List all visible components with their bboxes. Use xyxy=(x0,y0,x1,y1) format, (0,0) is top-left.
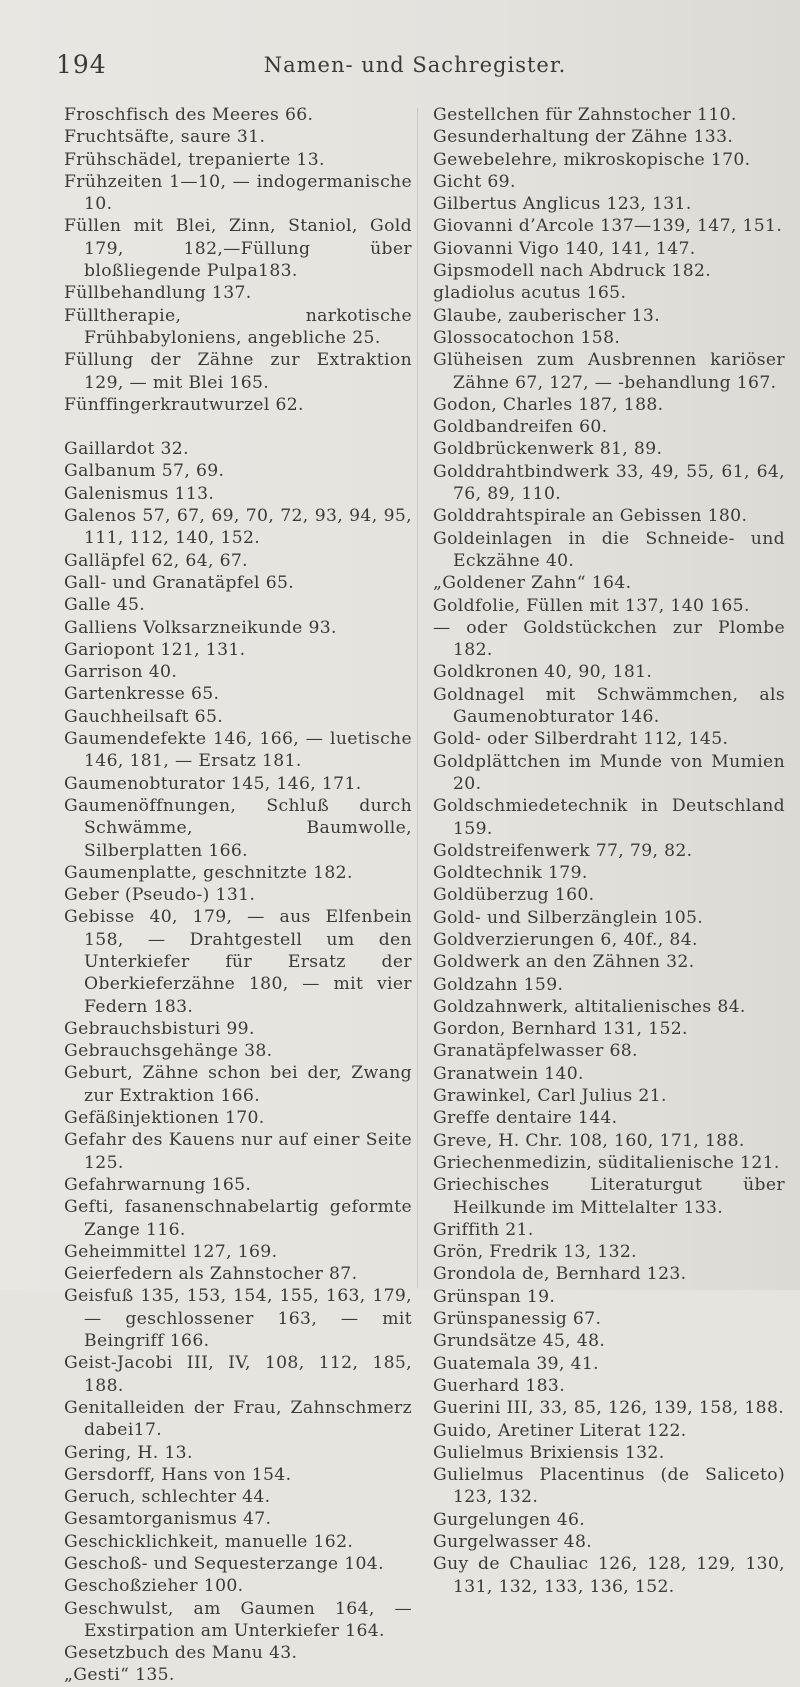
index-entry: Gersdorff, Hans von 154. xyxy=(64,1464,292,1485)
index-entry: Gefahr des Kauens nur auf einer Seite 125. xyxy=(64,1130,412,1173)
index-entry: Granatwein 140. xyxy=(433,1063,584,1084)
index-entry: Garrison 40. xyxy=(64,662,178,683)
index-entry: Galle 45. xyxy=(64,595,146,616)
index-entry: Granatäpfelwasser 68. xyxy=(433,1041,638,1062)
index-entry: Genitalleiden der Frau, Zahnschmerz dabei17. xyxy=(64,1397,412,1441)
index-entry: Geschicklichkeit, manuelle 162. xyxy=(64,1531,354,1552)
index-entry: Goldtechnik 179. xyxy=(433,863,588,884)
index-entry: Gaillardot 32. xyxy=(64,439,189,460)
index-entry: Gilbertus Anglicus 123, 131. xyxy=(433,194,692,215)
index-entry: Galläpfel 62, 64, 67. xyxy=(64,550,248,571)
index-entry: Golddrahtspirale an Gebissen 180. xyxy=(433,506,748,527)
index-entry: Goldfolie, Füllen mit 137, 140 165. xyxy=(433,595,750,616)
index-entry: Grünspanessig 67. xyxy=(433,1309,602,1330)
index-entry: Gauchheilsaft 65. xyxy=(64,706,224,727)
index-entry: Gicht 69. xyxy=(433,171,516,192)
index-entry: Geist-Jacobi III, IV, 108, 112, 185, 188. xyxy=(64,1353,412,1396)
index-entry: Grünspan 19. xyxy=(433,1286,556,1307)
index-entry: Guatemala 39, 41. xyxy=(433,1353,599,1374)
page-number: 194 xyxy=(56,50,107,79)
index-entry: Gebrauchsbisturi 99. xyxy=(64,1018,255,1039)
index-entry: Füllung der Zähne zur Extraktion 129, — mit Blei 165. xyxy=(64,350,412,393)
index-entry: Fünffingerkrautwurzel 62. xyxy=(64,394,304,415)
index-entry: Gaumenplatte, geschnitzte 182. xyxy=(64,862,353,883)
index-entry: Geschwulst, am Gaumen 164, — Exstirpation am Unterkiefer 164. xyxy=(64,1598,412,1641)
index-entry: Gaumendefekte 146, 166, — luetische 146, 181, — Ersatz 181. xyxy=(64,729,412,772)
index-entry: Gipsmodell nach Abdruck 182. xyxy=(433,261,712,282)
index-entry: Greve, H. Chr. 108, 160, 171, 188. xyxy=(433,1130,745,1151)
index-entry: Gulielmus Brixiensis 132. xyxy=(433,1442,665,1463)
index-entry: Gurgelungen 46. xyxy=(433,1509,586,1530)
index-entry: Gold- und Silberzänglein 105. xyxy=(433,907,704,928)
index-entry: Galenos 57, 67, 69, 70, 72, 93, 94, 95, 111, 112, 140, 152. xyxy=(64,506,412,549)
index-entry: Gall- und Granatäpfel 65. xyxy=(64,572,295,593)
index-entry: Gartenkresse 65. xyxy=(64,684,220,705)
index-entry: Froschfisch des Meeres 66. xyxy=(64,105,314,125)
index-entry: Goldkronen 40, 90, 181. xyxy=(433,662,653,683)
index-entry: Grawinkel, Carl Julius 21. xyxy=(433,1086,667,1107)
index-entry: Gebisse 40, 179, — aus Elfenbein 158, — Drahtgestell um den Unterkiefer für Ersatz der Oberkieferzähne 180, — mit vier Federn 183. xyxy=(64,907,412,1017)
index-entry: Gestellchen für Zahnstocher 110. xyxy=(433,105,737,125)
index-entry: Goldüberzug 160. xyxy=(433,885,595,906)
index-entry: Gordon, Bernhard 131, 152. xyxy=(433,1019,688,1040)
index-entry: Goldbrückenwerk 81, 89. xyxy=(433,439,663,460)
index-entry: Goldverzierungen 6, 40f., 84. xyxy=(433,929,698,950)
index-entry: Glüheisen zum Ausbrennen kariöser Zähne 67, 127, — -behandlung 167. xyxy=(433,350,785,393)
index-entry: Golddrahtbindwerk 33, 49, 55, 61, 64, 76, 89, 110. xyxy=(433,461,785,505)
index-entry: Griechenmedizin, süditalienische 121. xyxy=(433,1152,780,1173)
index-column-right xyxy=(433,104,785,1598)
index-entry: Geheimmittel 127, 169. xyxy=(64,1241,278,1262)
index-entry: Gewebelehre, mikroskopische 170. xyxy=(433,149,751,170)
index-entry: Grundsätze 45, 48. xyxy=(433,1331,606,1352)
index-entry: Guerhard 183. xyxy=(433,1375,566,1396)
index-entry: Fruchtsäfte, saure 31. xyxy=(64,127,266,148)
index-entry: — oder Goldstückchen zur Plombe 182. xyxy=(433,617,785,661)
column-divider xyxy=(417,108,418,1288)
index-entry: Fülltherapie, narkotische Frühbabyloniens, angebliche 25. xyxy=(64,305,412,348)
index-entry: Goldstreifenwerk 77, 79, 82. xyxy=(433,840,693,861)
index-entry: Galenismus 113. xyxy=(64,483,215,504)
index-entry: Goldeinlagen in die Schneide- und Eckzähne 40. xyxy=(433,528,785,571)
index-entry: Grondola de, Bernhard 123. xyxy=(433,1264,687,1285)
index-entry: Gaumenobturator 145, 146, 171. xyxy=(64,773,362,794)
index-entry: Goldzahn 159. xyxy=(433,974,564,995)
index-entry: Goldschmiedetechnik in Deutschland 159. xyxy=(433,796,785,839)
index-entry: Gesunderhaltung der Zähne 133. xyxy=(433,127,734,148)
index-entry: Griechisches Literaturgut über Heilkunde im Mittelalter 133. xyxy=(433,1175,785,1218)
index-entry: Gering, H. 13. xyxy=(64,1442,193,1463)
index-entry: Geschoßzieher 100. xyxy=(64,1576,244,1597)
index-entry: Giovanni d’Arcole 137—139, 147, 151. xyxy=(433,216,783,237)
index-entry: Geber (Pseudo-) 131. xyxy=(64,885,256,906)
index-entry: Geierfedern als Zahnstocher 87. xyxy=(64,1264,358,1285)
index-entry: Geburt, Zähne schon bei der, Zwang zur Extraktion 166. xyxy=(64,1063,412,1106)
index-entry: Guerini III, 33, 85, 126, 139, 158, 188. xyxy=(433,1398,785,1419)
index-entry: gladiolus acutus 165. xyxy=(433,283,627,304)
index-entry: Gebrauchsgehänge 38. xyxy=(64,1041,273,1062)
index-entry: Giovanni Vigo 140, 141, 147. xyxy=(433,238,696,259)
index-entry: Grön, Fredrik 13, 132. xyxy=(433,1242,637,1263)
index-entry: Goldnagel mit Schwämmchen, als Gaumenobturator 146. xyxy=(433,684,785,728)
index-entry: Glaube, zauberischer 13. xyxy=(433,305,661,326)
index-entry: Geruch, schlechter 44. xyxy=(64,1487,271,1508)
index-entry: Gefahrwarnung 165. xyxy=(64,1174,252,1195)
index-entry: Goldbandreifen 60. xyxy=(433,417,608,438)
index-entry: „Goldener Zahn“ 164. xyxy=(433,573,632,594)
index-entry: Gariopont 121, 131. xyxy=(64,639,246,660)
index-entry: Galliens Volksarzneikunde 93. xyxy=(64,617,337,638)
index-entry: Goldzahnwerk, altitalienisches 84. xyxy=(433,996,746,1017)
index-entry: Füllbehandlung 137. xyxy=(64,283,252,304)
index-entry: Gaumenöffnungen, Schluß durch Schwämme, Baumwolle, Silberplatten 166. xyxy=(64,795,412,861)
index-column-left xyxy=(64,104,412,1687)
index-entry: Goldwerk an den Zähnen 32. xyxy=(433,952,695,973)
index-entry: Guido, Aretiner Literat 122. xyxy=(433,1420,687,1441)
index-entry: Füllen mit Blei, Zinn, Staniol, Gold 179, 182,—Füllung über bloßliegende Pulpa183. xyxy=(64,216,412,282)
index-entry: Galbanum 57, 69. xyxy=(64,461,225,482)
index-entry: Gesetzbuch des Manu 43. xyxy=(64,1643,298,1664)
index-entry: „Gesti“ 135. xyxy=(64,1665,175,1686)
index-entry: Godon, Charles 187, 188. xyxy=(433,394,664,415)
index-entry: Greffe dentaire 144. xyxy=(433,1108,618,1129)
index-entry: Goldplättchen im Munde von Mumien 20. xyxy=(433,751,785,794)
index-entry: Frühzeiten 1—10, — indogermanische 10. xyxy=(64,171,412,215)
index-entry: Griffith 21. xyxy=(433,1219,534,1240)
index-entry: Gold- oder Silberdraht 112, 145. xyxy=(433,729,729,750)
index-entry: Geschoß- und Sequesterzange 104. xyxy=(64,1554,384,1574)
index-entry: Gurgelwasser 48. xyxy=(433,1532,593,1552)
index-entry: Gefäßinjektionen 170. xyxy=(64,1108,265,1129)
index-entry: Glossocatochon 158. xyxy=(433,327,621,348)
index-entry: Gefti, fasanenschnabelartig geformte Zange 116. xyxy=(64,1197,412,1240)
index-entry: Frühschädel, trepanierte 13. xyxy=(64,149,325,170)
index-entry: Geisfuß 135, 153, 154, 155, 163, 179, — geschlossener 163, — mit Beingriff 166. xyxy=(64,1286,412,1352)
index-entry: Gesamtorganismus 47. xyxy=(64,1509,272,1530)
running-head: Namen- und Sachregister. xyxy=(263,53,567,77)
index-entry: Guy de Chauliac 126, 128, 129, 130, 131, 132, 133, 136, 152. xyxy=(433,1554,785,1597)
index-entry: Gulielmus Placentinus (de Saliceto) 123, 132. xyxy=(433,1465,785,1508)
